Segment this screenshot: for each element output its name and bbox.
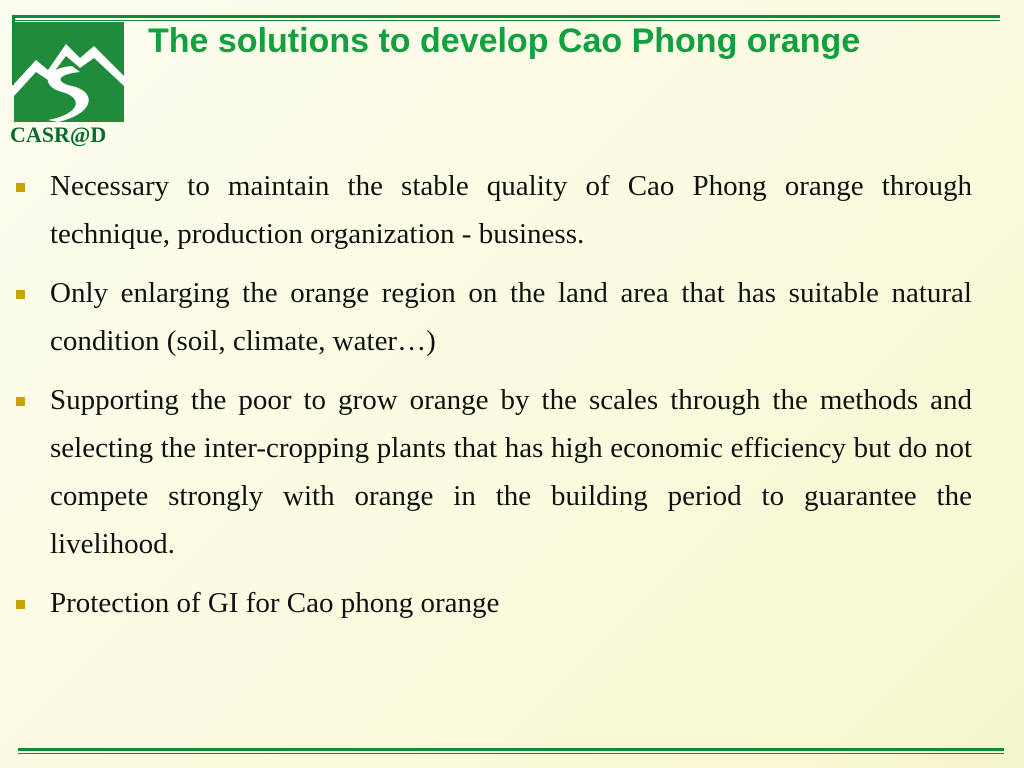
bullet-item (14, 269, 972, 365)
square-bullet-icon (16, 290, 25, 299)
square-bullet-icon (16, 397, 25, 406)
slide-title: The solutions to develop Cao Phong orange (148, 22, 861, 60)
bullet-text: Supporting the poor to grow orange by the scales through the methods and selecting the inter-cropping plants that has high economic efficiency but do not compete strongly with orange in the building period to guarantee the livelihood. (50, 384, 972, 560)
square-bullet-icon (16, 183, 25, 192)
logo-text: CASR@D (10, 122, 107, 147)
casrd-logo-icon (14, 22, 124, 122)
bullet-item (14, 376, 972, 568)
bullet-text: Protection of GI for Cao phong orange (50, 587, 500, 619)
bullet-text: Only enlarging the orange region on the land area that has suitable natural condition (soil, climate, water…) (50, 277, 972, 357)
bullet-list (14, 162, 972, 638)
square-bullet-icon (16, 600, 25, 609)
bottom-rule (18, 748, 1004, 751)
bottom-rule-thin (18, 753, 1004, 754)
bullet-item (14, 162, 972, 258)
bullet-text: Necessary to maintain the stable quality of Cao Phong orange through technique, production organization - business. (50, 170, 972, 250)
bullet-item (14, 579, 972, 627)
